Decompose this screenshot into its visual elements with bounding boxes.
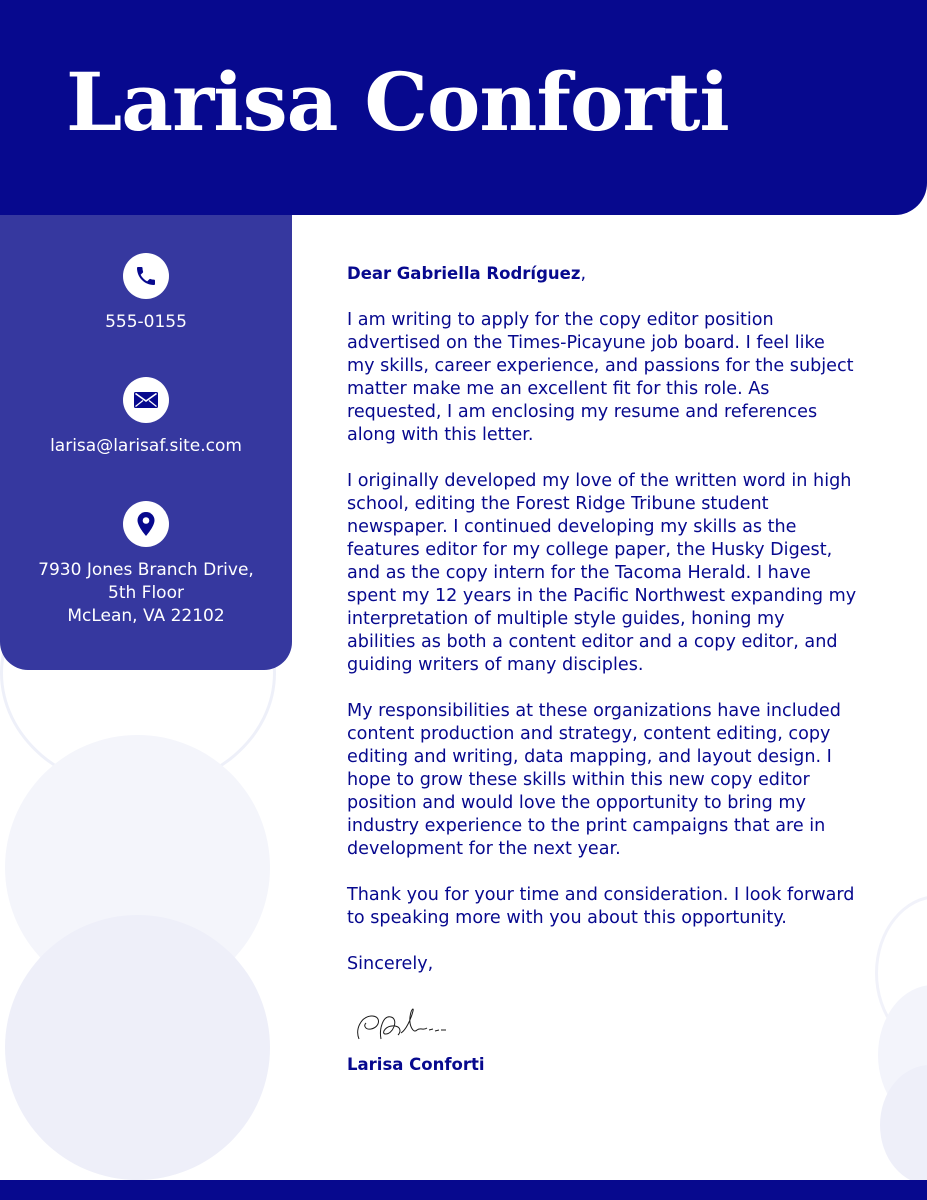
salutation-punctuation: , [580, 264, 587, 284]
paragraph: I originally developed my love of the written word in high school, editing the Forest Ridge Tribune student newspaper. I continued developing my skills as the features editor for my college paper, the Husky Digest, and as the copy intern for the Tacoma Herald. I have spent my 12 years in the Pacific Northwest expanding my interpretation of multiple style guides, honing my abilities as both a content editor and a copy editor, and guiding writers of many disciples. [347, 471, 857, 675]
address-contact [0, 501, 292, 628]
email-icon [123, 377, 169, 423]
paragraph: My responsibilities at these organizations have included content production and strategy, content editing, copy editing and writing, data mapping, and layout design. I hope to grow these skills within this new copy editor position and would love the opportunity to bring my industry experience to the print campaigns that are in development for the next year. [347, 701, 841, 859]
email-address: larisa@larisaf.site.com [50, 436, 242, 456]
signer-name: Larisa Conforti [347, 1055, 485, 1074]
salutation [347, 262, 857, 286]
address-line-3: McLean, VA 22102 [67, 606, 225, 626]
header-banner [0, 0, 927, 215]
address [0, 559, 292, 628]
paragraph: I am writing to apply for the copy editor position advertised on the Times-Picayune job board. I feel like my skills, career experience, and passions for the subject matter make me an excellent fit for this role. As requested, I am enclosing my resume and references along with this letter. [347, 310, 854, 445]
location-icon [123, 501, 169, 547]
letter-body [347, 262, 857, 1076]
decorative-circle [880, 1065, 927, 1185]
decorative-circle [878, 985, 927, 1125]
salutation-greeting: Dear [347, 264, 392, 283]
closing: Sincerely, [347, 954, 434, 974]
decorative-circle [5, 915, 270, 1180]
recipient-name: Gabriella Rodríguez [396, 264, 581, 283]
email-contact [0, 377, 292, 458]
contact-sidebar [0, 215, 292, 670]
decorative-circle [875, 895, 927, 1051]
phone-number: 555-0155 [105, 312, 187, 332]
phone-contact [0, 253, 292, 334]
footer-bar [0, 1180, 927, 1200]
address-line-1: 7930 Jones Branch Drive, [38, 560, 254, 580]
signature-image [351, 999, 451, 1049]
page-title: Larisa Conforti [66, 55, 729, 149]
decorative-circle [5, 735, 270, 1000]
phone-icon [123, 253, 169, 299]
paragraph: Thank you for your time and consideration. I look forward to speaking more with you about this opportunity. [347, 885, 855, 928]
address-line-2: 5th Floor [108, 583, 184, 603]
